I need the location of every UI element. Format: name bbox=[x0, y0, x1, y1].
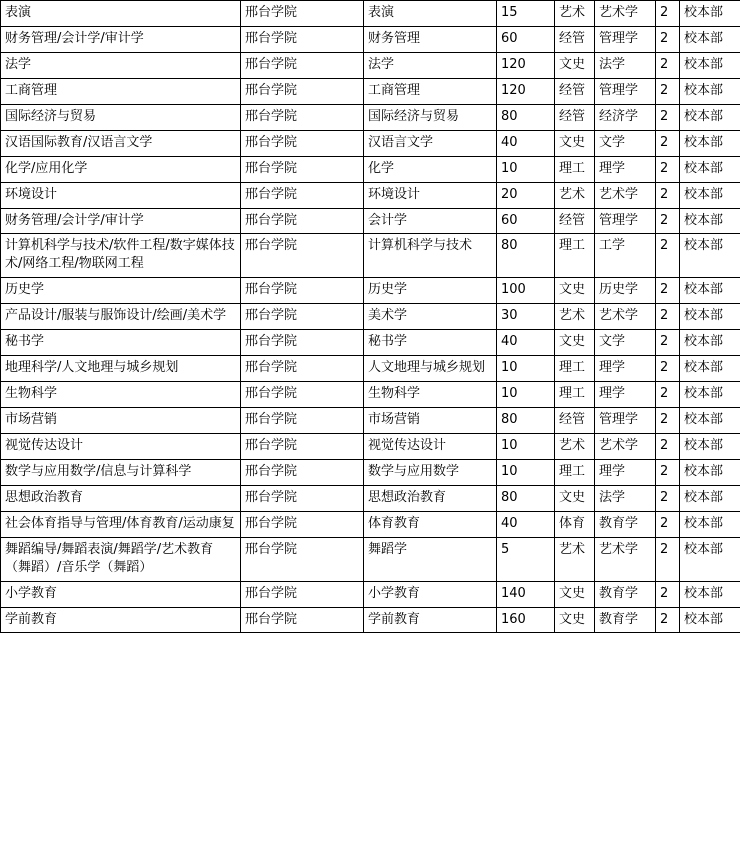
cell-category[interactable]: 文史 bbox=[555, 607, 595, 633]
cell-degree[interactable]: 经济学 bbox=[595, 104, 656, 130]
cell-quota[interactable]: 120 bbox=[497, 78, 555, 104]
cell-category[interactable]: 理工 bbox=[555, 382, 595, 408]
cell-campus[interactable]: 校本部 bbox=[680, 78, 740, 104]
table-row bbox=[1, 156, 740, 182]
cell-degree[interactable]: 法学 bbox=[595, 52, 656, 78]
cell-quota[interactable]: 60 bbox=[497, 208, 555, 234]
cell-years[interactable]: 2 bbox=[656, 234, 680, 278]
cell-campus[interactable]: 校本部 bbox=[680, 511, 740, 537]
cell-school[interactable]: 邢台学院 bbox=[241, 356, 364, 382]
cell-school[interactable]: 邢台学院 bbox=[241, 1, 364, 27]
cell-category[interactable]: 理工 bbox=[555, 234, 595, 278]
cell-major[interactable]: 数学与应用数学 bbox=[364, 459, 497, 485]
cell-category[interactable]: 文史 bbox=[555, 330, 595, 356]
cell-degree[interactable]: 教育学 bbox=[595, 511, 656, 537]
cell-years[interactable]: 2 bbox=[656, 208, 680, 234]
cell-degree[interactable]: 艺术学 bbox=[595, 182, 656, 208]
cell-quota[interactable]: 80 bbox=[497, 104, 555, 130]
cell-category[interactable]: 文史 bbox=[555, 278, 595, 304]
cell-category[interactable]: 经管 bbox=[555, 208, 595, 234]
table-row bbox=[1, 382, 740, 408]
cell-school[interactable]: 邢台学院 bbox=[241, 234, 364, 278]
cell-campus[interactable]: 校本部 bbox=[680, 104, 740, 130]
cell-degree[interactable]: 工学 bbox=[595, 234, 656, 278]
cell-quota[interactable]: 100 bbox=[497, 278, 555, 304]
cell-major_group[interactable]: 历史学 bbox=[1, 278, 241, 304]
cell-school[interactable]: 邢台学院 bbox=[241, 304, 364, 330]
cell-major[interactable]: 思想政治教育 bbox=[364, 485, 497, 511]
table-row bbox=[1, 208, 740, 234]
cell-years[interactable]: 2 bbox=[656, 26, 680, 52]
cell-campus[interactable]: 校本部 bbox=[680, 1, 740, 27]
cell-quota[interactable]: 120 bbox=[497, 52, 555, 78]
cell-category[interactable]: 艺术 bbox=[555, 304, 595, 330]
cell-major_group[interactable]: 国际经济与贸易 bbox=[1, 104, 241, 130]
cell-campus[interactable]: 校本部 bbox=[680, 304, 740, 330]
cell-major[interactable]: 化学 bbox=[364, 156, 497, 182]
cell-major[interactable]: 环境设计 bbox=[364, 182, 497, 208]
cell-category[interactable]: 理工 bbox=[555, 356, 595, 382]
cell-years[interactable]: 2 bbox=[656, 356, 680, 382]
cell-major[interactable]: 计算机科学与技术 bbox=[364, 234, 497, 278]
cell-quota[interactable]: 140 bbox=[497, 581, 555, 607]
cell-major_group[interactable]: 秘书学 bbox=[1, 330, 241, 356]
cell-years[interactable]: 2 bbox=[656, 1, 680, 27]
table-row bbox=[1, 182, 740, 208]
cell-major_group[interactable]: 数学与应用数学/信息与计算科学 bbox=[1, 459, 241, 485]
cell-school[interactable]: 邢台学院 bbox=[241, 382, 364, 408]
cell-major_group[interactable]: 思想政治教育 bbox=[1, 485, 241, 511]
cell-degree[interactable]: 艺术学 bbox=[595, 433, 656, 459]
cell-school[interactable]: 邢台学院 bbox=[241, 130, 364, 156]
cell-major[interactable]: 表演 bbox=[364, 1, 497, 27]
cell-degree[interactable]: 教育学 bbox=[595, 581, 656, 607]
table-row bbox=[1, 26, 740, 52]
cell-major[interactable]: 小学教育 bbox=[364, 581, 497, 607]
cell-degree[interactable]: 艺术学 bbox=[595, 1, 656, 27]
cell-degree[interactable]: 理学 bbox=[595, 356, 656, 382]
cell-major_group[interactable]: 舞蹈编导/舞蹈表演/舞蹈学/艺术教育（舞蹈）/音乐学（舞蹈） bbox=[1, 537, 241, 581]
cell-major_group[interactable]: 市场营销 bbox=[1, 408, 241, 434]
cell-major_group[interactable]: 财务管理/会计学/审计学 bbox=[1, 208, 241, 234]
cell-degree[interactable]: 理学 bbox=[595, 156, 656, 182]
table-row bbox=[1, 356, 740, 382]
table-row bbox=[1, 104, 740, 130]
cell-degree[interactable]: 文学 bbox=[595, 330, 656, 356]
cell-years[interactable]: 2 bbox=[656, 182, 680, 208]
cell-major_group[interactable]: 计算机科学与技术/软件工程/数字媒体技术/网络工程/物联网工程 bbox=[1, 234, 241, 278]
cell-degree[interactable]: 管理学 bbox=[595, 408, 656, 434]
cell-years[interactable]: 2 bbox=[656, 459, 680, 485]
cell-major[interactable]: 历史学 bbox=[364, 278, 497, 304]
cell-major_group[interactable]: 社会体育指导与管理/体育教育/运动康复 bbox=[1, 511, 241, 537]
cell-campus[interactable]: 校本部 bbox=[680, 382, 740, 408]
cell-degree[interactable]: 管理学 bbox=[595, 78, 656, 104]
cell-category[interactable]: 艺术 bbox=[555, 182, 595, 208]
cell-years[interactable]: 2 bbox=[656, 433, 680, 459]
cell-years[interactable]: 2 bbox=[656, 607, 680, 633]
table-row bbox=[1, 330, 740, 356]
cell-quota[interactable]: 80 bbox=[497, 234, 555, 278]
table-row bbox=[1, 278, 740, 304]
cell-years[interactable]: 2 bbox=[656, 511, 680, 537]
cell-years[interactable]: 2 bbox=[656, 485, 680, 511]
cell-campus[interactable]: 校本部 bbox=[680, 581, 740, 607]
cell-quota[interactable]: 40 bbox=[497, 511, 555, 537]
cell-quota[interactable]: 20 bbox=[497, 182, 555, 208]
cell-major[interactable]: 美术学 bbox=[364, 304, 497, 330]
cell-degree[interactable]: 法学 bbox=[595, 485, 656, 511]
cell-school[interactable]: 邢台学院 bbox=[241, 26, 364, 52]
cell-years[interactable]: 2 bbox=[656, 156, 680, 182]
cell-category[interactable]: 文史 bbox=[555, 52, 595, 78]
cell-campus[interactable]: 校本部 bbox=[680, 607, 740, 633]
cell-major[interactable]: 生物科学 bbox=[364, 382, 497, 408]
cell-years[interactable]: 2 bbox=[656, 330, 680, 356]
cell-major[interactable]: 市场营销 bbox=[364, 408, 497, 434]
cell-category[interactable]: 文史 bbox=[555, 130, 595, 156]
table-row bbox=[1, 1, 740, 27]
cell-degree[interactable]: 管理学 bbox=[595, 26, 656, 52]
cell-school[interactable]: 邢台学院 bbox=[241, 408, 364, 434]
cell-school[interactable]: 邢台学院 bbox=[241, 537, 364, 581]
cell-campus[interactable]: 校本部 bbox=[680, 356, 740, 382]
cell-degree[interactable]: 艺术学 bbox=[595, 304, 656, 330]
cell-school[interactable]: 邢台学院 bbox=[241, 459, 364, 485]
cell-school[interactable]: 邢台学院 bbox=[241, 78, 364, 104]
cell-years[interactable]: 2 bbox=[656, 408, 680, 434]
cell-major_group[interactable]: 财务管理/会计学/审计学 bbox=[1, 26, 241, 52]
cell-campus[interactable]: 校本部 bbox=[680, 537, 740, 581]
cell-quota[interactable]: 40 bbox=[497, 130, 555, 156]
cell-major[interactable]: 财务管理 bbox=[364, 26, 497, 52]
cell-degree[interactable]: 理学 bbox=[595, 382, 656, 408]
cell-degree[interactable]: 理学 bbox=[595, 459, 656, 485]
cell-school[interactable]: 邢台学院 bbox=[241, 278, 364, 304]
cell-degree[interactable]: 管理学 bbox=[595, 208, 656, 234]
table-row bbox=[1, 607, 740, 633]
cell-school[interactable]: 邢台学院 bbox=[241, 581, 364, 607]
cell-major[interactable]: 视觉传达设计 bbox=[364, 433, 497, 459]
table-row bbox=[1, 304, 740, 330]
table-row bbox=[1, 537, 740, 581]
cell-campus[interactable]: 校本部 bbox=[680, 278, 740, 304]
cell-years[interactable]: 2 bbox=[656, 304, 680, 330]
cell-major[interactable]: 会计学 bbox=[364, 208, 497, 234]
cell-school[interactable]: 邢台学院 bbox=[241, 485, 364, 511]
cell-school[interactable]: 邢台学院 bbox=[241, 208, 364, 234]
cell-category[interactable]: 理工 bbox=[555, 459, 595, 485]
cell-category[interactable]: 文史 bbox=[555, 581, 595, 607]
cell-degree[interactable]: 艺术学 bbox=[595, 537, 656, 581]
cell-category[interactable]: 艺术 bbox=[555, 1, 595, 27]
cell-quota[interactable]: 10 bbox=[497, 433, 555, 459]
table-row bbox=[1, 511, 740, 537]
cell-years[interactable]: 2 bbox=[656, 130, 680, 156]
cell-major_group[interactable]: 小学教育 bbox=[1, 581, 241, 607]
cell-school[interactable]: 邢台学院 bbox=[241, 156, 364, 182]
table-body bbox=[1, 1, 740, 633]
cell-years[interactable]: 2 bbox=[656, 537, 680, 581]
cell-years[interactable]: 2 bbox=[656, 278, 680, 304]
cell-degree[interactable]: 教育学 bbox=[595, 607, 656, 633]
table-row bbox=[1, 581, 740, 607]
cell-major_group[interactable]: 生物科学 bbox=[1, 382, 241, 408]
cell-campus[interactable]: 校本部 bbox=[680, 130, 740, 156]
cell-campus[interactable]: 校本部 bbox=[680, 208, 740, 234]
cell-school[interactable]: 邢台学院 bbox=[241, 182, 364, 208]
cell-campus[interactable]: 校本部 bbox=[680, 26, 740, 52]
cell-school[interactable]: 邢台学院 bbox=[241, 330, 364, 356]
cell-quota[interactable]: 80 bbox=[497, 408, 555, 434]
cell-quota[interactable]: 15 bbox=[497, 1, 555, 27]
cell-major_group[interactable]: 学前教育 bbox=[1, 607, 241, 633]
table-row bbox=[1, 433, 740, 459]
cell-school[interactable]: 邢台学院 bbox=[241, 52, 364, 78]
cell-quota[interactable]: 10 bbox=[497, 382, 555, 408]
cell-category[interactable]: 体育 bbox=[555, 511, 595, 537]
cell-major[interactable]: 工商管理 bbox=[364, 78, 497, 104]
cell-campus[interactable]: 校本部 bbox=[680, 52, 740, 78]
table-row bbox=[1, 130, 740, 156]
cell-campus[interactable]: 校本部 bbox=[680, 459, 740, 485]
cell-degree[interactable]: 文学 bbox=[595, 130, 656, 156]
cell-school[interactable]: 邢台学院 bbox=[241, 511, 364, 537]
cell-school[interactable]: 邢台学院 bbox=[241, 607, 364, 633]
cell-degree[interactable]: 历史学 bbox=[595, 278, 656, 304]
cell-campus[interactable]: 校本部 bbox=[680, 234, 740, 278]
table-row bbox=[1, 485, 740, 511]
cell-major_group[interactable]: 环境设计 bbox=[1, 182, 241, 208]
cell-quota[interactable]: 80 bbox=[497, 485, 555, 511]
cell-major[interactable]: 学前教育 bbox=[364, 607, 497, 633]
table-row bbox=[1, 78, 740, 104]
cell-major_group[interactable]: 表演 bbox=[1, 1, 241, 27]
cell-years[interactable]: 2 bbox=[656, 382, 680, 408]
cell-major_group[interactable]: 产品设计/服装与服饰设计/绘画/美术学 bbox=[1, 304, 241, 330]
cell-quota[interactable]: 10 bbox=[497, 356, 555, 382]
cell-major_group[interactable]: 工商管理 bbox=[1, 78, 241, 104]
cell-major[interactable]: 法学 bbox=[364, 52, 497, 78]
cell-category[interactable]: 理工 bbox=[555, 156, 595, 182]
cell-campus[interactable]: 校本部 bbox=[680, 156, 740, 182]
cell-school[interactable]: 邢台学院 bbox=[241, 104, 364, 130]
cell-campus[interactable]: 校本部 bbox=[680, 408, 740, 434]
cell-major[interactable]: 舞蹈学 bbox=[364, 537, 497, 581]
cell-category[interactable]: 经管 bbox=[555, 26, 595, 52]
table-row bbox=[1, 234, 740, 278]
cell-major_group[interactable]: 视觉传达设计 bbox=[1, 433, 241, 459]
cell-major_group[interactable]: 化学/应用化学 bbox=[1, 156, 241, 182]
table-row bbox=[1, 459, 740, 485]
cell-major[interactable]: 汉语言文学 bbox=[364, 130, 497, 156]
cell-major_group[interactable]: 地理科学/人文地理与城乡规划 bbox=[1, 356, 241, 382]
cell-campus[interactable]: 校本部 bbox=[680, 182, 740, 208]
cell-quota[interactable]: 40 bbox=[497, 330, 555, 356]
cell-years[interactable]: 2 bbox=[656, 581, 680, 607]
cell-quota[interactable]: 5 bbox=[497, 537, 555, 581]
cell-years[interactable]: 2 bbox=[656, 52, 680, 78]
cell-major_group[interactable]: 法学 bbox=[1, 52, 241, 78]
cell-campus[interactable]: 校本部 bbox=[680, 485, 740, 511]
cell-quota[interactable]: 160 bbox=[497, 607, 555, 633]
cell-campus[interactable]: 校本部 bbox=[680, 433, 740, 459]
cell-quota[interactable]: 10 bbox=[497, 459, 555, 485]
cell-category[interactable]: 艺术 bbox=[555, 433, 595, 459]
cell-category[interactable]: 文史 bbox=[555, 485, 595, 511]
cell-campus[interactable]: 校本部 bbox=[680, 330, 740, 356]
cell-years[interactable]: 2 bbox=[656, 78, 680, 104]
table-row bbox=[1, 408, 740, 434]
table-row bbox=[1, 52, 740, 78]
cell-category[interactable]: 经管 bbox=[555, 78, 595, 104]
cell-quota[interactable]: 60 bbox=[497, 26, 555, 52]
cell-category[interactable]: 艺术 bbox=[555, 537, 595, 581]
cell-major_group[interactable]: 汉语国际教育/汉语言文学 bbox=[1, 130, 241, 156]
cell-major[interactable]: 国际经济与贸易 bbox=[364, 104, 497, 130]
cell-quota[interactable]: 30 bbox=[497, 304, 555, 330]
cell-school[interactable]: 邢台学院 bbox=[241, 433, 364, 459]
cell-major[interactable]: 人文地理与城乡规划 bbox=[364, 356, 497, 382]
cell-major[interactable]: 体育教育 bbox=[364, 511, 497, 537]
cell-category[interactable]: 经管 bbox=[555, 104, 595, 130]
cell-years[interactable]: 2 bbox=[656, 104, 680, 130]
cell-major[interactable]: 秘书学 bbox=[364, 330, 497, 356]
cell-quota[interactable]: 10 bbox=[497, 156, 555, 182]
cell-category[interactable]: 经管 bbox=[555, 408, 595, 434]
